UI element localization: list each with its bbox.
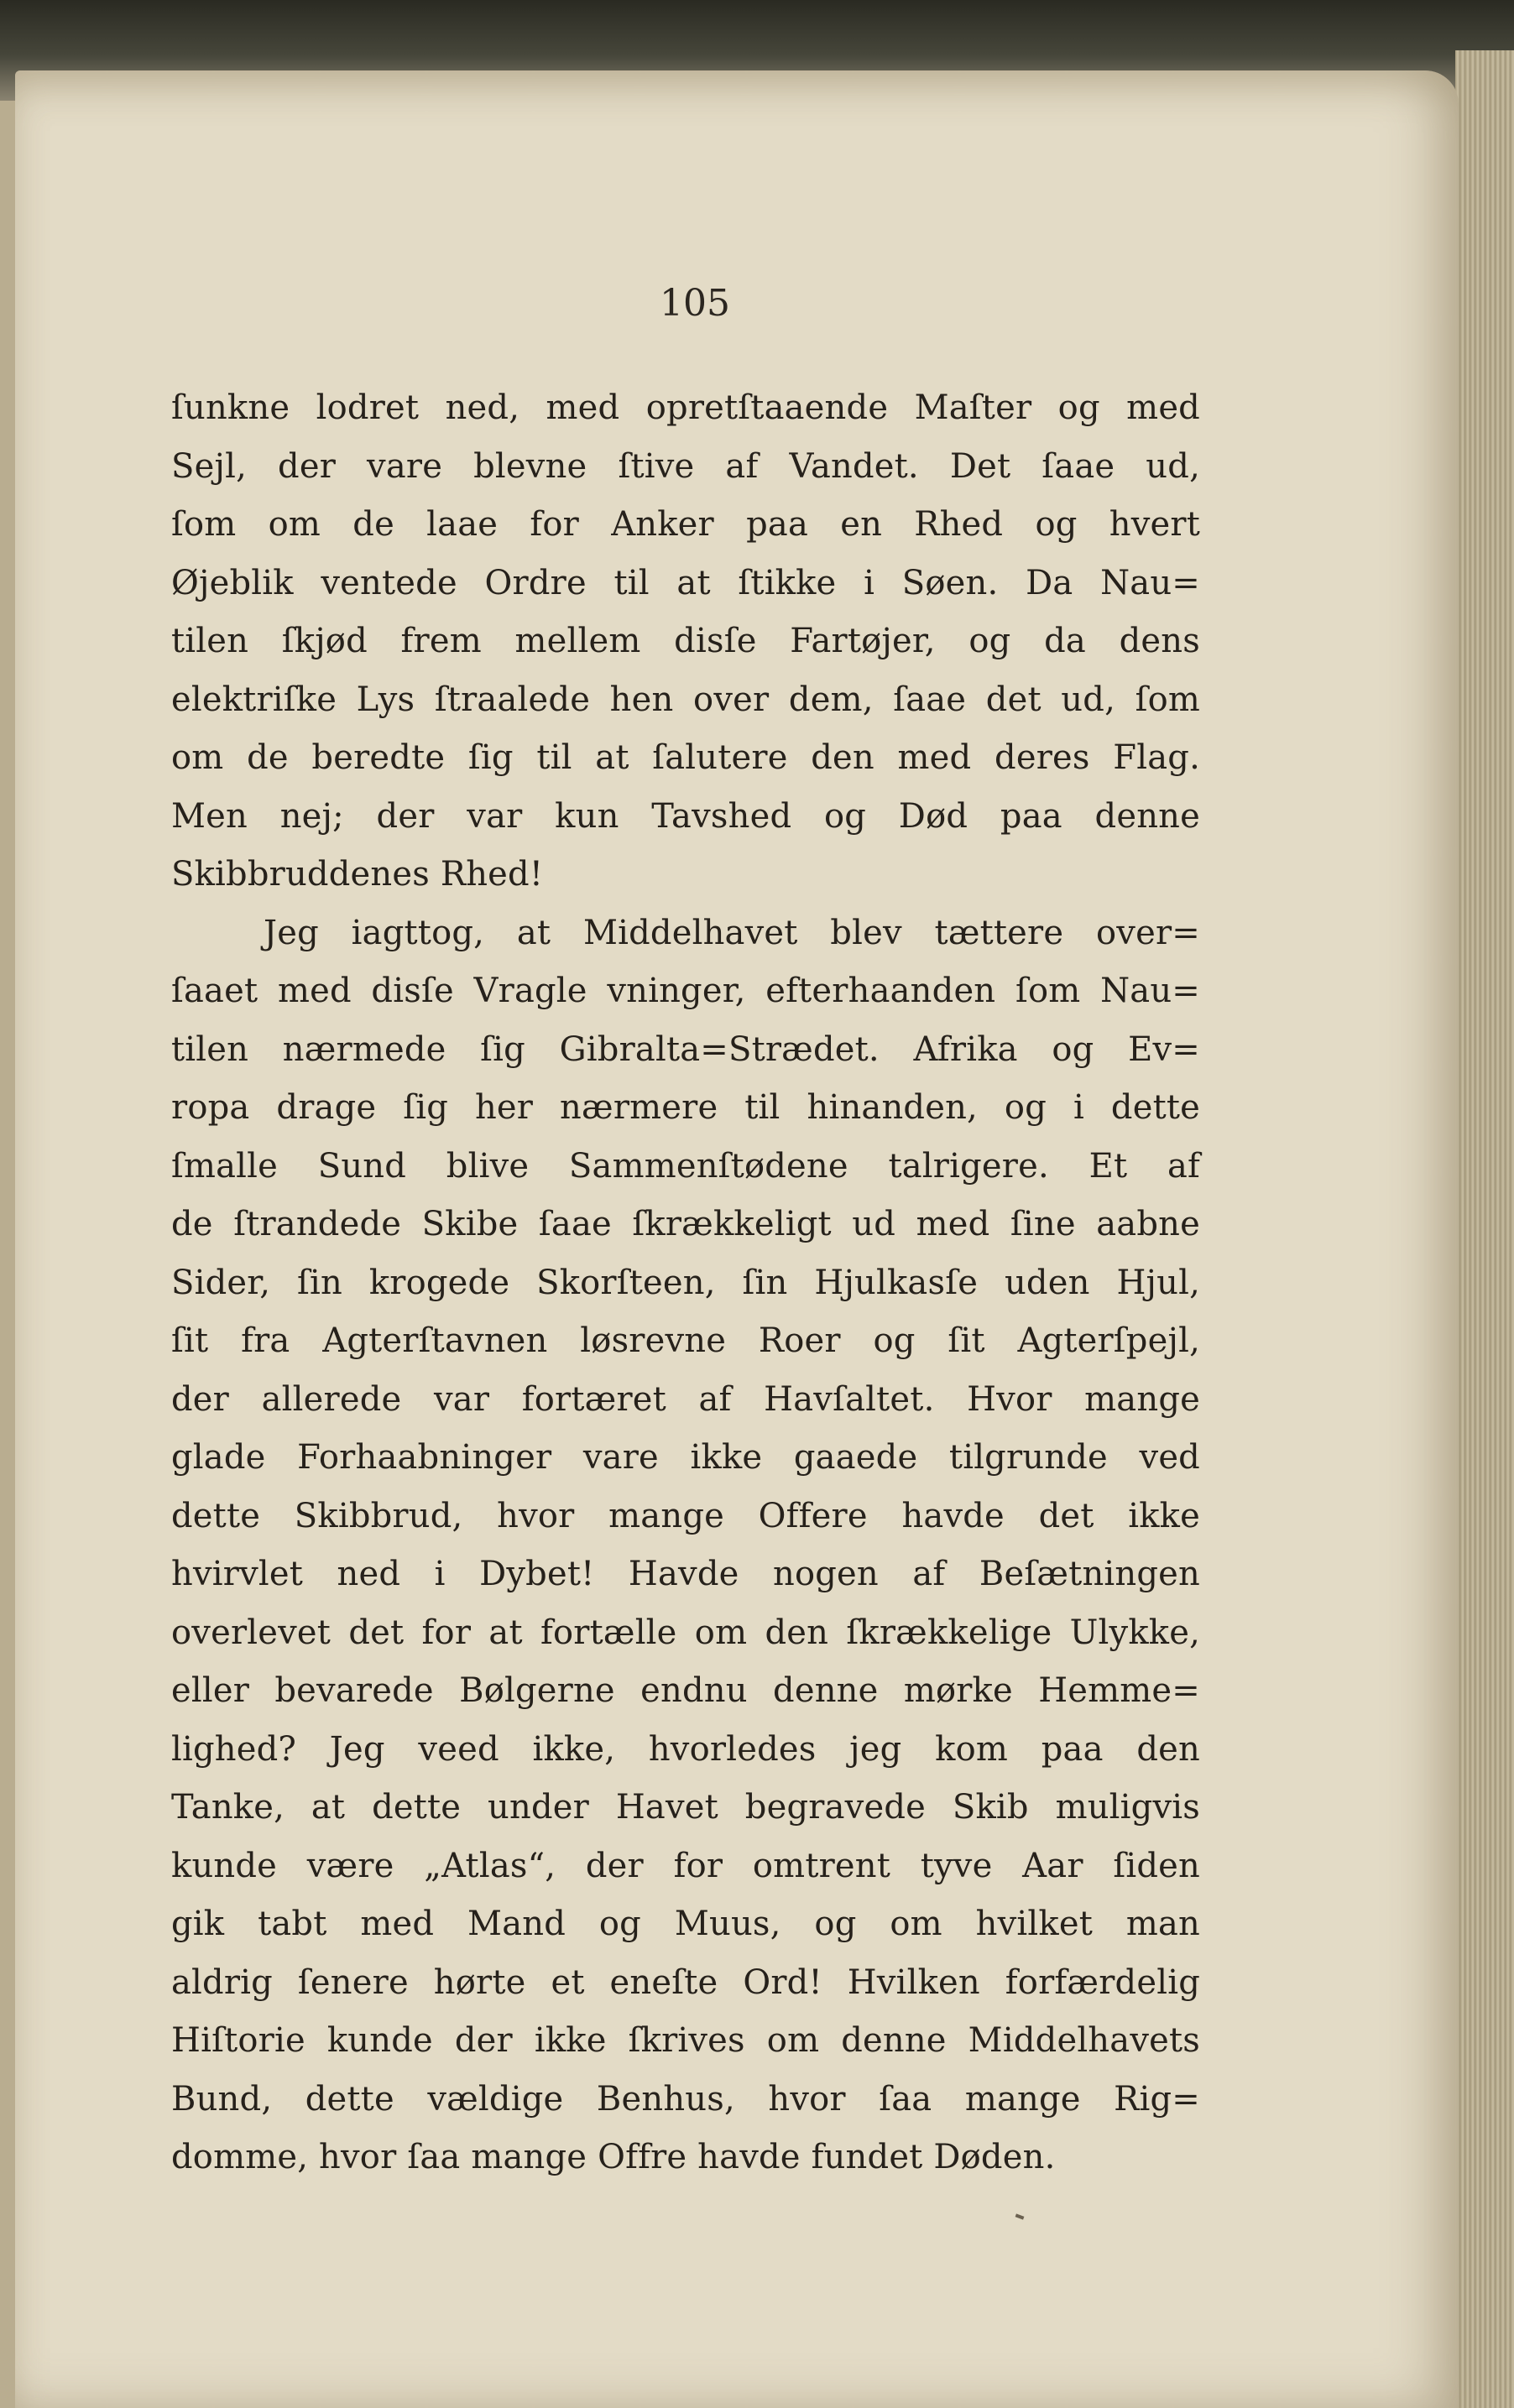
text-line: om de beredte ſig til at ſalutere den med deres Flag. <box>171 738 1200 777</box>
text-line: domme, hvor ſaa mange Offre havde fundet Døden. <box>171 2138 1056 2176</box>
book-page <box>15 70 1459 2408</box>
text-line: glade Forhaabninger vare ikke gaaede tilgrunde ved <box>171 1438 1200 1477</box>
text-line: ſit fra Agterſtavnen løsrevne Roer og ſit Agterſpejl, <box>171 1321 1200 1360</box>
text-line: eller bevarede Bølgerne endnu denne mørke Hemme= <box>171 1671 1200 1710</box>
text-line: Øjeblik ventede Ordre til at ſtikke i Søen. Da Nau= <box>171 563 1200 602</box>
text-line: der allerede var fortæret af Havſaltet. Hvor mange <box>171 1379 1200 1419</box>
text-line: Men nej; der var kun Tavshed og Død paa denne <box>171 796 1200 836</box>
page-stack-edge <box>1455 50 1514 2408</box>
text-line: de ſtrandede Skibe ſaae ſkrækkeligt ud med ſine aabne <box>171 1205 1200 1243</box>
text-line: ſmalle Sund blive Sammenſtødene talrigere. Et af <box>171 1146 1200 1186</box>
text-line: overlevet det for at fortælle om den ſkrækkelige Ulykke, <box>171 1613 1200 1652</box>
text-line: hvirvlet ned i Dybet! Havde nogen af Beſætningen <box>171 1555 1200 1593</box>
text-line: Jeg iagttog, at Middelhavet blev tættere over= <box>264 913 1200 952</box>
text-line: aldrig ſenere hørte et eneſte Ord! Hvilken forfærdelig <box>171 1962 1200 2002</box>
text-line: tilen ſkjød frem mellem disſe Fartøjer, og da dens <box>171 622 1200 660</box>
text-line: ſaaet med disſe Vragle vninger, efterhaanden ſom Nau= <box>171 972 1200 1010</box>
text-line: elektriſke Lys ſtraalede hen over dem, ſaae det ud, ſom <box>171 680 1200 719</box>
text-line: lighed? Jeg veed ikke, hvorledes jeg kom paa den <box>171 1729 1200 1769</box>
text-line: Skibbruddenes Rhed! <box>171 855 544 894</box>
text-line: Sider, ſin krogede Skorſteen, ſin Hjulkasſe uden Hjul, <box>171 1263 1200 1302</box>
page-number: 105 <box>660 282 730 325</box>
text-line: kunde være „Atlas“, der for omtrent tyve Aar ſiden <box>171 1846 1200 1885</box>
text-line: ropa drage ſig her nærmere til hinanden, og i dette <box>171 1088 1200 1127</box>
text-line: Tanke, at dette under Havet begravede Skib muligvis <box>171 1788 1200 1827</box>
text-line: dette Skibbrud, hvor mange Offere havde det ikke <box>171 1496 1200 1535</box>
text-line: ſunkne lodret ned, med opretſtaaende Maſter og med <box>171 388 1200 427</box>
text-line: Hiſtorie kunde der ikke ſkrives om denne Middelhavets <box>171 2021 1200 2060</box>
text-line: Sejl, der vare blevne ſtive af Vandet. Det ſaae ud, <box>171 446 1200 486</box>
text-line: Bund, dette vældige Benhus, hvor ſaa mange Rig= <box>171 2079 1200 2119</box>
body-text <box>171 379 1200 2187</box>
text-line: tilen nærmede ſig Gibralta=Strædet. Afrika og Ev= <box>171 1029 1200 1069</box>
text-line: gik tabt med Mand og Muus, og om hvilket man <box>171 1905 1200 1943</box>
text-line: ſom om de laae for Anker paa en Rhed og hvert <box>171 505 1200 544</box>
